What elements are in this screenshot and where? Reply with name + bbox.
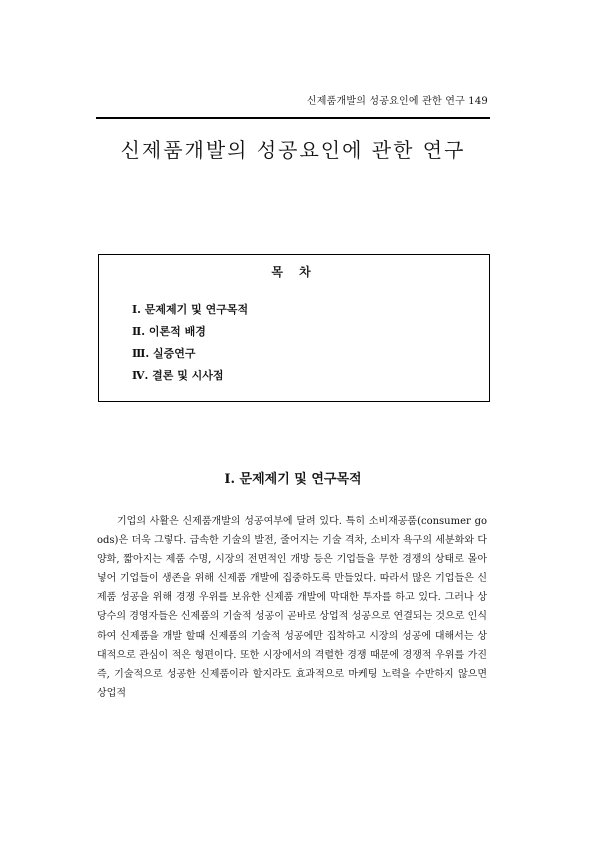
table-of-contents: [98, 254, 490, 402]
toc-item: Ⅱ. 이론적 배경: [132, 325, 206, 338]
toc-heading: 목 차: [271, 265, 317, 279]
header-rule: [96, 117, 490, 119]
section-heading: Ⅰ. 문제제기 및 연구목적: [224, 472, 362, 487]
page-title: 신제품개발의 성공요인에 관한 연구: [120, 138, 466, 162]
toc-item: Ⅲ. 실증연구: [132, 347, 196, 360]
toc-list: [132, 299, 248, 387]
running-header: 신제품개발의 성공요인에 관한 연구 149: [306, 96, 488, 107]
body-paragraph: 기업의 사활은 신제품개발의 성공여부에 달려 있다. 특히 소비재공품(consumer goods)은 더욱 그렇다. 급속한 기술의 발전, 줄어지는 기술 격차, 소비자 욕구의 세분화와 다양화, 짧아지는 제품 수명, 시장의 전면적인 개방 등은 기업들을 무한 경쟁의 상태로 몰아넣어 기업들이 생존을 위해 신제품 개발에 집중하도록 만들었다. 따라서 많은 기업들은 신제품 성공을 위해 경쟁 우위를 보유한 신제품 개발에 막대한 투자를 하고 있다. 그러나 상당수의 경영자들은 신제품의 기술적 성공이 곧바로 상업적 성공으로 연결되는 것으로 인식하여 신제품을 개발 할때 신제품의 기술적 성공에만 집착하고 시장의 성공에 대해서는 상대적으로 관심이 적은 형편이다. 또한 시장에서의 격렬한 경쟁 때문에 경쟁적 우위를 가진 즉, 기술적으로 성공한 신제품이라 할지라도 효과적으로 마케팅 노력을 수반하지 않으면 상업적: [97, 516, 487, 699]
toc-item: Ⅳ. 결론 및 시사점: [132, 369, 224, 382]
toc-item: Ⅰ. 문제제기 및 연구목적: [132, 303, 249, 316]
